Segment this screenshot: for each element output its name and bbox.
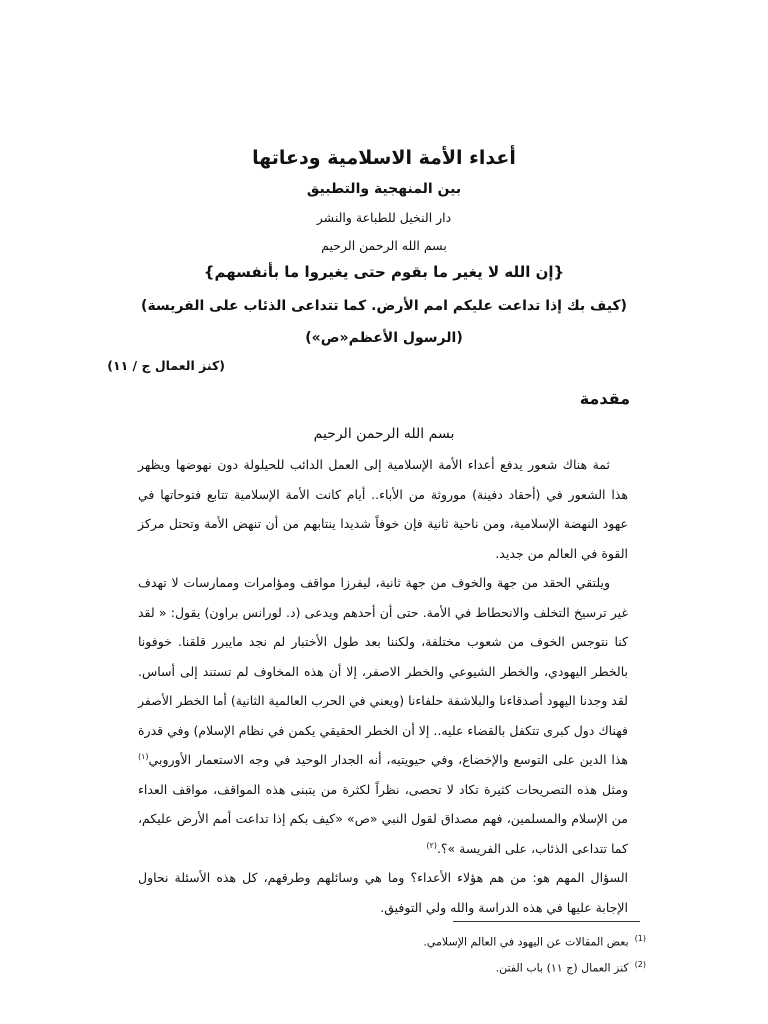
footnote-divider bbox=[453, 921, 640, 922]
page-title: أعداء الأمة الاسلامية ودعاتها bbox=[252, 147, 516, 169]
footnote-1-number: (1) bbox=[634, 934, 646, 943]
basmala-top: بسم الله الرحمن الرحيم bbox=[321, 238, 447, 253]
basmala-intro: بسم الله الرحمن الرحيم bbox=[313, 426, 455, 442]
footnote-2-number: (2) bbox=[634, 960, 646, 969]
paragraph-2-part-b: ومثل هذه التصريحات كثيرة تكاد لا تحصى، نظراً لكثرة من يتبنى هذه المواقف، مواقف العداء من الإسلام والمسلمين، فهم مصداق لقول النبي «ص» «كيف بكم إذا تداعت أمم الأرض عليكم، كما تتداعى الذئاب، على الفريسة »؟. bbox=[138, 781, 628, 856]
hadith-attribution: (الرسول الأعظم«ص») bbox=[305, 330, 463, 346]
footnote-2 bbox=[496, 960, 646, 975]
body-text bbox=[138, 450, 628, 922]
publisher-name: دار النخيل للطباعة والنشر bbox=[316, 210, 452, 225]
hadith-quote: (كيف بك إذا تداعت عليكم امم الأرض. كما تتداعى الذئاب على الفريسة) bbox=[141, 298, 627, 314]
source-reference: (كنز العمال ج / ١١) bbox=[107, 358, 225, 373]
paragraph-1: ثمة هناك شعور يدفع أعداء الأمة الإسلامية إلى العمل الدائب للحيلولة دون نهوضها ويظهر هذا الشعور في (أحقاد دفينة) موروثة من الأباء.. أيام كانت الأمة الإسلامية تتابع فتوحاتها في عهود النهضة الإسلامية، ومن ناحية ثانية فإن خوفاً شديدا ينتابهم من أن تنهض الأمة وتحتل مركز القوة في العالم من جديد. bbox=[138, 457, 628, 561]
paragraph-2-part-a: ويلتقي الحقد من جهة والخوف من جهة ثانية، ليفرزا مواقف ومؤامرات وممارسات لا تهدف غير ترسيخ التخلف والانحطاط في الأمة. حتى أن أحدهم ويدعى (د. لورانس براون) يقول: « لقد كنا نتوجس الخوف من شعوب مختلفة، ولكننا بعد طول الأختبار لم نجد مايبرر قلقنا. خوفونا بالخطر اليهودي، والخطر الشيوعي والخطر الاصفر، إلا أن هذه المخاوف لم تستند إلى أساس. لقد وجدنا اليهود أصدقاءنا والبلاشفة حلفاءنا (ويعني في الحرب العالمية الثانية) أما الخطر الأصفر فهناك دول كبرى تتكفل بالقضاء عليه.. إلا أن الخطر الحقيقي يكمن في نظام الإسلام) وفي قدرة هذا الدين على التوسع والإخضاع، وفي حيويتيه، أنه الجدار الوحيد في وجه الاستعمار الأوروبي bbox=[138, 575, 628, 767]
footnote-1-text: بعض المقالات عن اليهود في العالم الإسلامي. bbox=[423, 935, 629, 949]
paragraph-2 bbox=[138, 568, 628, 863]
footnote-1 bbox=[423, 934, 646, 949]
page-subtitle: بين المنهجية والتطبيق bbox=[306, 181, 462, 197]
section-heading: مقدمة bbox=[579, 389, 630, 408]
footnote-ref-1: (١) bbox=[138, 751, 149, 761]
footnote-2-text: كنز العمال (ج ١١) باب الفتن. bbox=[495, 961, 629, 975]
paragraph-3: السؤال المهم هو: من هم هؤلاء الأعداء؟ وما هي وسائلهم وطرقهم، كل هذه الأسئلة نحاول الإجابة عليها في هذه الدراسة والله ولي التوفيق. bbox=[138, 870, 628, 915]
footnote-ref-2: (٢) bbox=[426, 840, 437, 850]
quran-verse: {إن الله لا يغير ما بقوم حتى يغيروا ما بأنفسهم} bbox=[203, 263, 565, 281]
